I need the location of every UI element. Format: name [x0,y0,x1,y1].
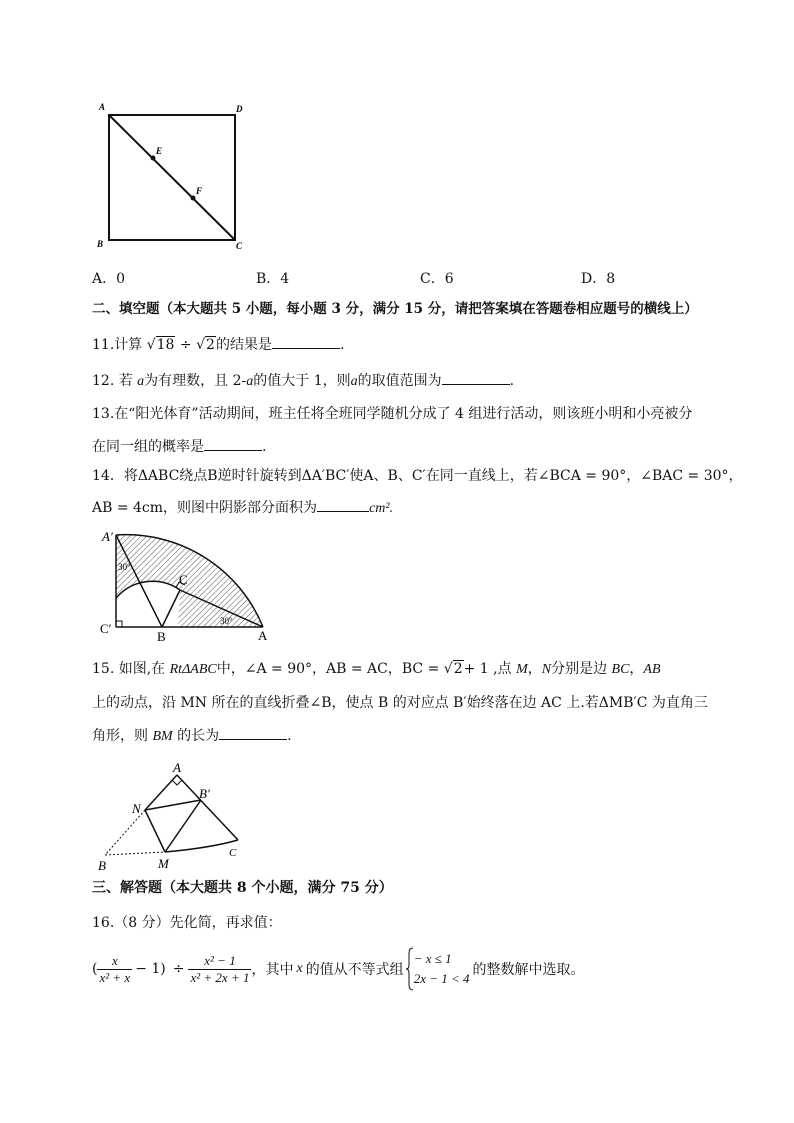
sqrt-2-bc: √2 [443,661,463,677]
answer-blank-15[interactable] [219,725,287,740]
question-13-line1: 13.在“阳光体育”活动期间，班主任将全班同学随机分成了 4 组进行活动，则该班小明和小亮被分 [92,406,693,422]
open-paren: ( [92,961,98,977]
q12-mid3: 的取值范围为 [357,373,442,389]
divide-sign: ÷ [179,337,192,353]
q15-a: 15. 如图,在 [92,661,166,677]
option-d: D．8 [581,271,616,287]
q12-var: a [137,374,145,389]
q15-l3b: BM [152,729,173,744]
q12-prefix: 12. 若 [92,373,133,389]
q15-f: ， [527,661,542,677]
q12-end: . [509,373,515,389]
rot-label-B: B [157,629,166,643]
fold-label-M: M [158,856,169,871]
fold-label-N: N [132,801,141,816]
square-diagram [95,100,255,250]
q12-mid2: 的值大于 1，则 [253,373,351,389]
section2-title: 二、填空题（本大题共 5 小题，每小题 3 分，满分 15 分，请把答案填在答题卷相应题号的横线上） [92,301,698,317]
q15-h: 分别是边 [551,661,608,677]
q15-i: BC [611,662,630,677]
label-B: B [97,239,104,249]
brace-icon [406,947,414,991]
rot-label-A1: A′ [102,529,113,544]
q15-k: AB [643,662,661,677]
q11-suffix: 的结果是 [215,337,272,353]
question-15-line1 [92,659,661,680]
question-14-line2 [92,497,393,519]
fold-label-B: B [98,858,106,872]
q15-e: M [516,662,528,677]
ineq-2: 2x − 1 < 4 [413,971,470,986]
rot-label-C: C [179,572,188,587]
q11-prefix: 11.计算 [92,337,143,353]
fraction-1: $\frac{x}{\text{x² + x}}$ [99,952,131,985]
q14-text: AB = 4cm，则图中阴影部分面积为 [92,500,318,516]
answer-blank-11[interactable] [272,334,340,349]
section3-title: 三、解答题（本大题共 8 个小题，满分 75 分） [92,880,393,896]
label-D: D [236,104,243,114]
answer-blank-13[interactable] [204,436,262,451]
q14-unit: cm². [369,501,394,516]
option-b: B．4 [256,271,290,287]
fold-label-A: A [173,760,181,775]
question-15-line3 [92,725,292,747]
q15-b: RtΔABC [169,662,217,677]
q16-end: 的整数解中选取。 [472,962,585,978]
q15-l3a: 角形，则 [92,728,148,744]
question-12 [92,370,514,392]
sqrt-2: √2 [196,337,215,353]
q15-c: 中，∠A = 90°，AB = AC，BC = [216,661,440,677]
rot-label-A: A [258,628,268,643]
q16-var: x [296,961,303,976]
question-16-line1: 16.（8 分）先化简，再求值： [92,915,282,931]
div-sign: ÷ [172,961,185,977]
question-15-line2: 上的动点，沿 MN 所在的直线折叠∠B，使点 B 的对应点 B′始终落在边 AC 上.若ΔMB′C 为直角三 [92,695,708,711]
label-F: F [196,186,203,196]
q12-mid1: 为有理数，且 2- [144,373,247,389]
question-14-line1: 14．将ΔABC绕点B逆时针旋转到ΔA′BC′使A、B、C′在同一直线上，若∠BCA = 90°，∠BAC = 30°， [92,468,743,484]
q15-g: N [541,662,552,677]
q15-d: + 1 ,点 [463,661,512,677]
label-E: E [156,146,163,156]
sqrt-18: √18 [146,337,175,353]
fold-label-B1: B′ [199,786,210,801]
q15-l3c: 的长为 [177,728,220,744]
option-c: C．6 [420,271,454,287]
q16-mid2: 的值从不等式组 [305,962,404,978]
q12-var3: a [350,374,358,389]
fraction-2: $\frac{\text{x² − 1}}{\text{x² + 2x + 1}}$ [190,952,250,985]
fold-diagram [95,760,245,872]
inequality-brace [406,947,470,991]
q11-end: . [339,337,345,353]
answer-blank-12[interactable] [442,370,510,385]
question-11 [92,334,344,355]
question-16-expression [92,946,585,992]
q13-text: 在同一组的概率是 [92,439,204,455]
answer-blank-14[interactable] [317,497,369,512]
q13-end: . [262,439,267,455]
label-C: C [236,241,243,250]
q15-j: ， [629,661,644,677]
minus-one: − 1) [135,961,166,977]
option-a: A．0 [92,271,126,287]
rotation-diagram [98,528,278,643]
label-A: A [99,102,106,112]
q16-mid: ，其中 [251,962,294,978]
q15-end: . [287,728,292,744]
rot-label-C1: C′ [100,621,112,636]
q12-var2: a [246,374,254,389]
ineq-1: − x ≤ 1 [413,951,452,966]
fold-label-C: C [229,847,237,859]
rot-angle-1: 30° [118,562,131,572]
question-13-line2 [92,436,266,457]
rot-angle-2: 30° [220,616,233,626]
